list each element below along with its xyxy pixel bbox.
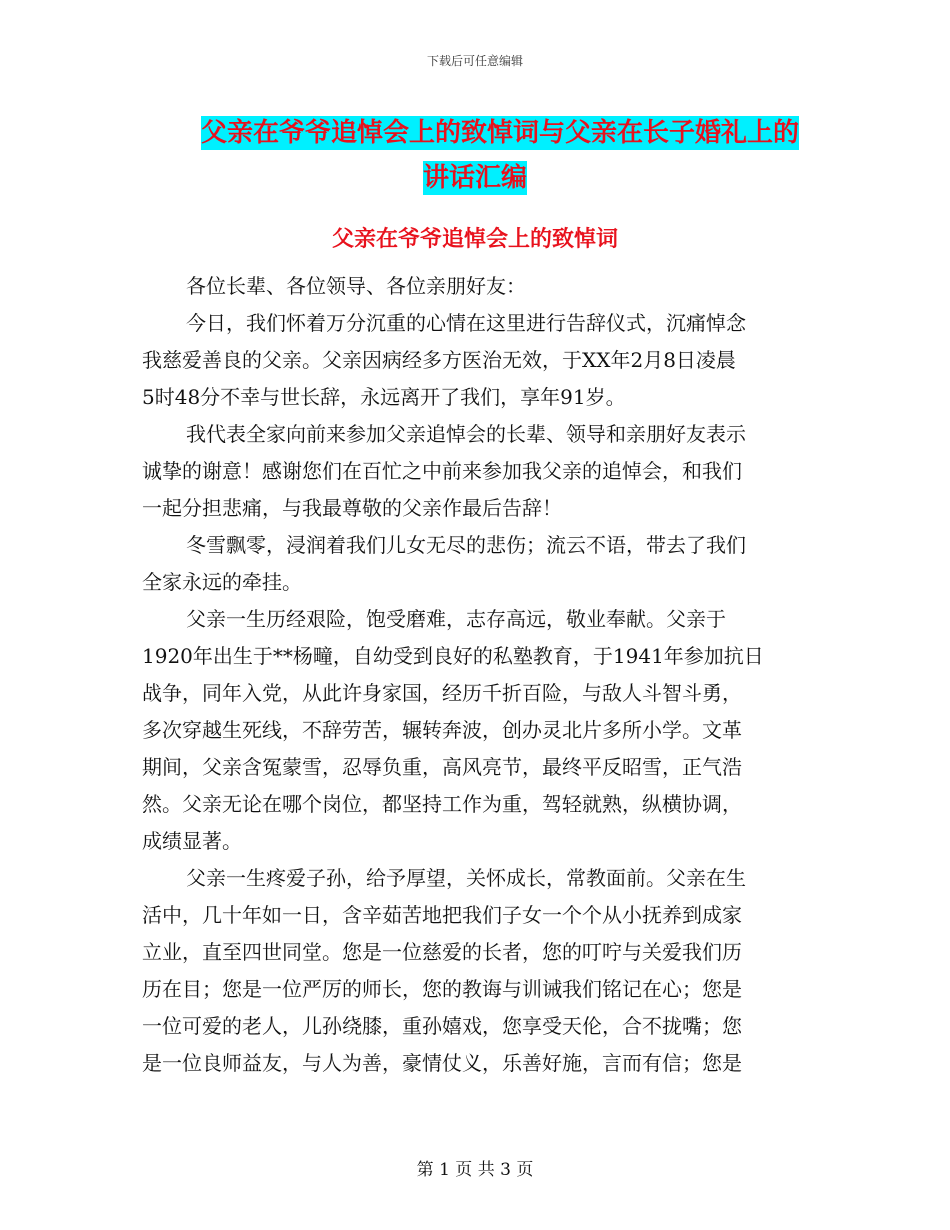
- header-note: 下载后可任意编辑: [426, 54, 523, 68]
- document-title-line-2: 讲话汇编: [422, 163, 527, 193]
- body-line: 父亲一生历经艰险，饱受磨难，志存高远，敬业奉献。父亲于: [186, 607, 726, 631]
- page-footer: 第 1 页 共 3 页: [416, 1160, 534, 1180]
- body-line: 我代表全家向前来参加父亲追悼会的长辈、领导和亲朋好友表示: [186, 422, 746, 446]
- body-line: 全家永远的牵挂。: [142, 570, 302, 594]
- body-line: 1920年出生于**杨疃，自幼受到良好的私塾教育，于1941年参加抗日: [142, 644, 764, 668]
- body-line: 期间，父亲含冤蒙雪，忍辱负重，高风亮节，最终平反昭雪，正气浩: [142, 755, 742, 779]
- body-line: 是一位良师益友，与人为善，豪情仗义，乐善好施，言而有信；您是: [142, 1051, 742, 1075]
- body-line: 战争，同年入党，从此许身家国，经历千折百险，与敌人斗智斗勇，: [142, 681, 742, 705]
- body-line: 活中，几十年如一日，含辛茹苦地把我们子女一个个从小抚养到成家: [142, 903, 742, 927]
- document-title-line-1: 父亲在爷爷追悼会上的致悼词与父亲在长子婚礼上的: [200, 118, 799, 148]
- body-line: 今日，我们怀着万分沉重的心情在这里进行告辞仪式，沉痛悼念: [186, 311, 746, 335]
- body-line: 诚挚的谢意！感谢您们在百忙之中前来参加我父亲的追悼会，和我们: [142, 459, 742, 483]
- body-line: 我慈爱善良的父亲。父亲因病经多方医治无效，于XX年2月8日凌晨: [142, 348, 736, 372]
- body-line: 各位长辈、各位领导、各位亲朋好友：: [186, 274, 526, 298]
- body-line: 多次穿越生死线，不辞劳苦，辗转奔波，创办灵北片多所小学。文革: [142, 718, 742, 742]
- body-line: 成绩显著。: [142, 829, 242, 853]
- body-line: 立业，直至四世同堂。您是一位慈爱的长者，您的叮咛与关爱我们历: [142, 940, 742, 964]
- section-title: 父亲在爷爷追悼会上的致悼词: [331, 227, 618, 252]
- body-line: 一起分担悲痛，与我最尊敬的父亲作最后告辞！: [142, 496, 562, 520]
- body-line: 然。父亲无论在哪个岗位，都坚持工作为重，驾轻就熟，纵横协调，: [142, 792, 742, 816]
- body-line: 一位可爱的老人，儿孙绕膝，重孙嬉戏，您享受天伦，合不拢嘴；您: [142, 1014, 742, 1038]
- document-body: [142, 268, 812, 1082]
- body-line: 父亲一生疼爱子孙，给予厚望，关怀成长，常教面前。父亲在生: [186, 866, 746, 890]
- body-line: 历在目；您是一位严厉的师长，您的教诲与训诫我们铭记在心；您是: [142, 977, 742, 1001]
- body-line: 冬雪飘零，浸润着我们儿女无尽的悲伤；流云不语，带去了我们: [186, 533, 746, 557]
- body-line: 5时48分不幸与世长辞，永远离开了我们，享年91岁。: [142, 385, 626, 409]
